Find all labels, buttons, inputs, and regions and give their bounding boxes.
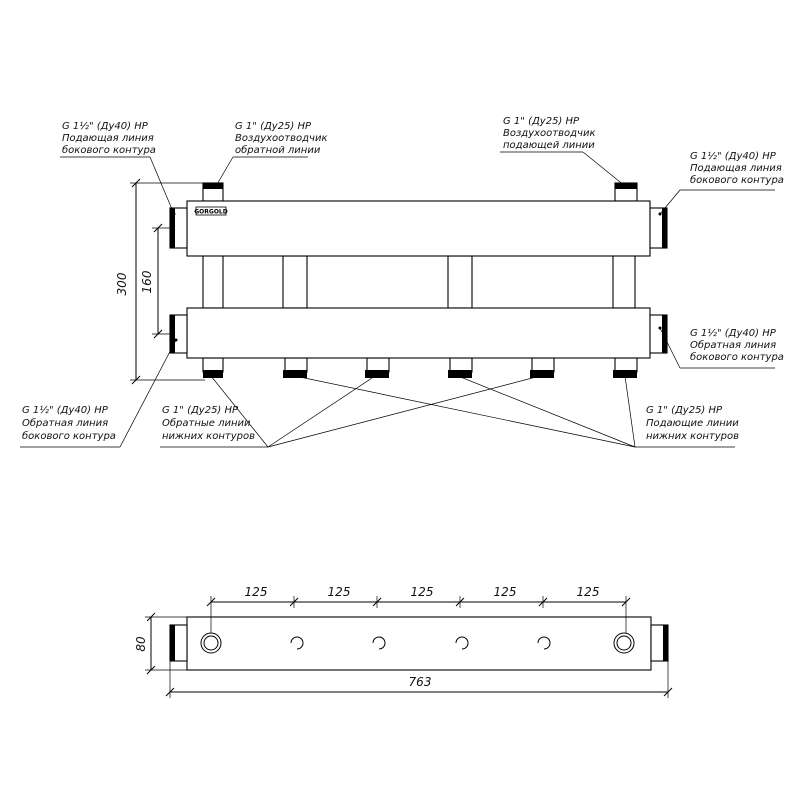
svg-text:бокового контура: бокового контура	[690, 175, 784, 186]
svg-text:обратной линии: обратной линии	[235, 145, 321, 156]
label-top-right-air-vent	[503, 116, 595, 151]
svg-text:Подающая линия: Подающая линия	[62, 133, 154, 144]
svg-text:G 1" (Ду25) НР: G 1" (Ду25) НР	[162, 405, 239, 416]
svg-text:G 1" (Ду25) НР: G 1" (Ду25) НР	[235, 121, 312, 132]
dim-width: 80	[134, 636, 148, 652]
front-view	[20, 116, 784, 447]
top-view	[134, 585, 672, 698]
svg-text:Обратная линия: Обратная линия	[690, 340, 777, 351]
svg-text:Воздухоотводчик: Воздухоотводчик	[235, 133, 328, 144]
label-right-return	[690, 327, 784, 363]
label-bottom-left-return	[22, 404, 116, 442]
dim-height-between: 160	[140, 270, 154, 294]
top-view-body	[187, 617, 651, 670]
bottom-header	[187, 308, 650, 358]
svg-text:G 1½" (Ду40) НР: G 1½" (Ду40) НР	[62, 121, 148, 132]
dim-spacing-3: 125	[410, 585, 434, 599]
svg-text:Обратная линия: Обратная линия	[22, 418, 109, 429]
dimension-160	[140, 224, 172, 338]
top-header	[187, 201, 650, 256]
svg-text:бокового контура: бокового контура	[690, 352, 784, 363]
logo-text: GORGOLD	[194, 208, 228, 216]
svg-text:Подающие линии: Подающие линии	[646, 418, 739, 429]
label-top-left-air-vent	[235, 121, 327, 156]
label-top-left-supply	[62, 120, 156, 156]
svg-text:Подающая линия: Подающая линия	[690, 163, 782, 174]
svg-text:G 1" (Ду25) НР: G 1" (Ду25) НР	[646, 405, 723, 416]
dim-spacing-4: 125	[493, 585, 517, 599]
dim-spacing-5: 125	[576, 585, 600, 599]
dim-spacing-2: 125	[327, 585, 351, 599]
svg-text:G 1½" (Ду40) НР: G 1½" (Ду40) НР	[690, 151, 776, 162]
dim-spacing-1: 125	[244, 585, 268, 599]
svg-text:нижних контуров: нижних контуров	[646, 431, 739, 442]
svg-text:бокового контура: бокового контура	[22, 431, 116, 442]
svg-text:бокового контура: бокового контура	[62, 145, 156, 156]
svg-text:Обратные линии: Обратные линии	[162, 418, 251, 429]
svg-text:подающей линии: подающей линии	[503, 140, 595, 151]
label-bottom-right-supplies	[646, 405, 739, 442]
dim-length: 763	[408, 675, 432, 689]
svg-text:G 1½" (Ду40) НР: G 1½" (Ду40) НР	[690, 328, 776, 339]
logo	[194, 207, 227, 216]
label-right-supply	[690, 150, 784, 186]
label-bottom-mid-returns	[162, 405, 255, 442]
dim-height-total: 300	[115, 272, 129, 296]
leader-lines	[20, 152, 775, 447]
svg-text:G 1½" (Ду40) НР: G 1½" (Ду40) НР	[22, 405, 108, 416]
svg-text:нижних контуров: нижних контуров	[162, 431, 255, 442]
svg-text:G 1" (Ду25) НР: G 1" (Ду25) НР	[503, 116, 580, 127]
svg-text:Воздухоотводчик: Воздухоотводчик	[503, 128, 596, 139]
